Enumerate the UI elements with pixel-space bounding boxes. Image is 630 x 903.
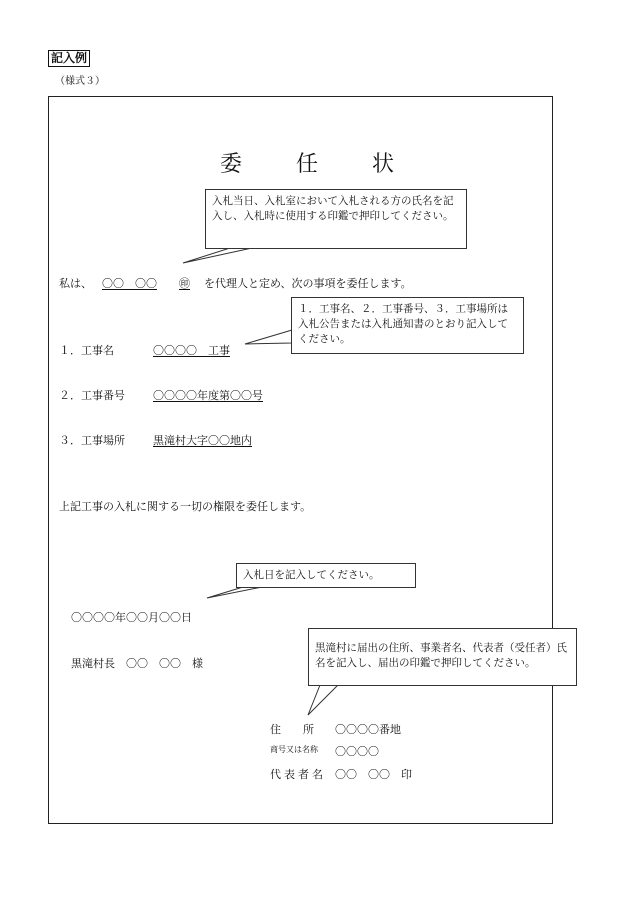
addressee: 黒滝村長 〇〇 〇〇 様: [71, 657, 203, 670]
agent-name: 〇〇 〇〇: [102, 277, 157, 290]
signature-representative-value: 〇〇 〇〇 印: [335, 768, 412, 781]
signature-address-value: 〇〇〇〇番地: [335, 723, 401, 736]
item-label-work-number: ２．工事番号: [59, 389, 125, 402]
work-note-tail: [245, 330, 292, 344]
example-label: 記入例: [48, 50, 90, 67]
principal-prefix: 私は、: [59, 277, 92, 290]
signature-company-label: 商号又は名称: [270, 745, 318, 754]
item-value-work-location: 黒滝村大字〇〇地内: [153, 434, 252, 447]
item-value-work-name: 〇〇〇〇 工事: [153, 344, 230, 357]
item-label-work-location: ３．工事場所: [59, 434, 125, 447]
form-number: （様式３）: [55, 76, 105, 87]
applicant-note-tail: [308, 685, 338, 715]
agent-name-callout: 入札当日、入札室において入札される方の氏名を記入し、入札時に使用する印鑑で押印してください。: [205, 189, 467, 249]
item-value-work-number: 〇〇〇〇年度第〇〇号: [153, 389, 263, 402]
document-title: 委 任 状: [219, 152, 410, 177]
work-info-callout: １．工事名、２．工事番号、３．工事場所は入札公告または入札通知書のとおり記入してください。: [291, 297, 524, 354]
signature-company-value: 〇〇〇〇: [335, 745, 379, 758]
agent-note-tail: [183, 248, 252, 263]
item-label-work-name: １．工事名: [59, 344, 114, 357]
date-note-tail: [207, 587, 262, 598]
date-callout: 入札日を記入してください。: [236, 563, 416, 588]
document-date: 〇〇〇〇年〇〇月〇〇日: [71, 611, 192, 624]
principal-suffix: を代理人と定め、次の事項を委任します。: [204, 277, 412, 290]
signature-representative-label: 代表者名: [270, 768, 326, 781]
signature-address-label: 住 所: [270, 723, 314, 736]
delegation-statement: 上記工事の入札に関する一切の権限を委任します。: [59, 500, 312, 513]
applicant-callout: 黒滝村に届出の住所、事業者名、代表者（受任者）氏名を記入し、届出の印鑑で押印してください。: [308, 628, 577, 686]
seal-mark: ㊞: [179, 277, 190, 290]
